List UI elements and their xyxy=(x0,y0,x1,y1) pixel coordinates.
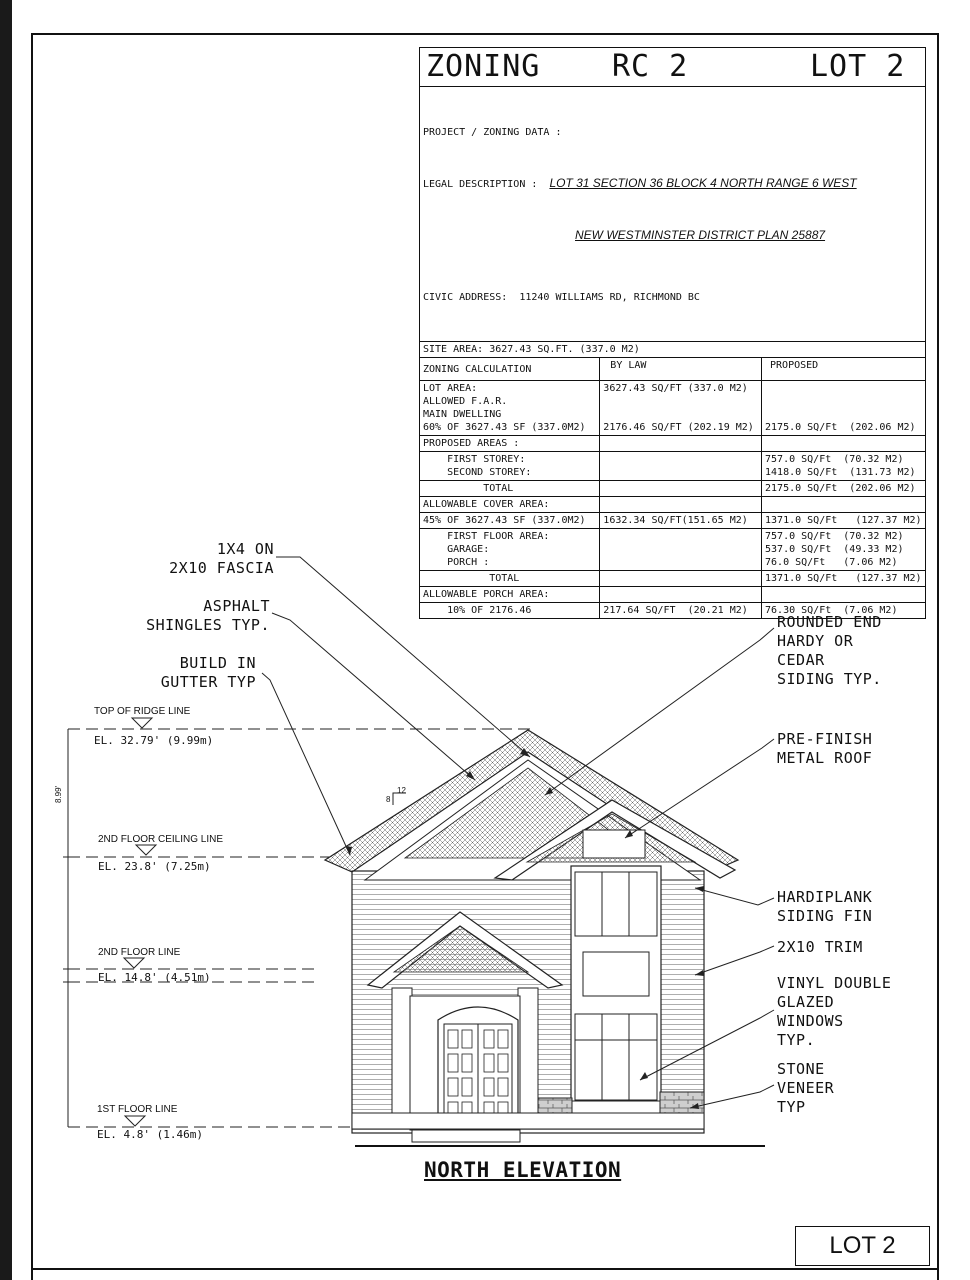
foundation-band xyxy=(352,1113,704,1129)
title-block-strip xyxy=(31,1268,939,1280)
shingles-label: ASPHALT SHINGLES TYP. xyxy=(146,597,270,634)
total-1-label: TOTAL xyxy=(420,481,600,497)
gutter-label: BUILD IN GUTTER TYP xyxy=(160,654,256,691)
total-2-proposed: 1371.0 SQ/Ft (127.37 M2) xyxy=(762,571,926,587)
lot-area-proposed: 2175.0 SQ/Ft (202.06 M2) xyxy=(762,381,926,436)
hardiplank-label: HARDIPLANK SIDING FIN xyxy=(777,888,873,925)
porch-10-label: 10% OF 2176.46 xyxy=(420,603,600,619)
floor1-elevation: EL. 4.8' (1.46m) xyxy=(97,1128,203,1141)
legal-label: LEGAL DESCRIPTION : xyxy=(423,179,538,190)
ceiling-elevation: EL. 23.8' (7.25m) xyxy=(98,860,211,873)
rounded-end-label: ROUNDED END HARDY OR CEDAR SIDING TYP. xyxy=(777,613,882,688)
col-header-proposed: PROPOSED xyxy=(762,358,926,381)
ceiling-title: 2ND FLOOR CEILING LINE xyxy=(98,834,224,845)
porch-10-proposed: 76.30 SQ/Ft (7.06 M2) xyxy=(762,603,926,619)
lot-area-bylaw: 3627.43 SQ/FT (337.0 M2) 2176.46 SQ/FT (202.19 M2) xyxy=(600,381,762,436)
porch-column-right xyxy=(518,988,538,1113)
elevation-title: NORTH ELEVATION xyxy=(424,1158,622,1182)
col-header-bylaw: BY LAW xyxy=(600,358,762,381)
entry-steps xyxy=(412,1130,520,1142)
cover-45-bylaw: 1632.34 SQ/FT(151.65 M2) xyxy=(600,513,762,529)
middle-panel xyxy=(583,952,649,996)
legal-line-1: LOT 31 SECTION 36 BLOCK 4 NORTH RANGE 6 WEST xyxy=(549,176,857,190)
pitch-run: 8 xyxy=(386,795,391,804)
legal-line-2: NEW WESTMINSTER DISTRICT PLAN 25887 xyxy=(575,228,826,242)
upper-window xyxy=(575,872,657,936)
col-header-calc: ZONING CALCULATION xyxy=(420,358,600,381)
stone-veneer-center xyxy=(538,1098,572,1114)
lot-box: LOT 2 xyxy=(795,1226,930,1266)
cover-area-label: ALLOWABLE COVER AREA: xyxy=(420,497,600,513)
site-area: SITE AREA: 3627.43 SQ.FT. (337.0 M2) xyxy=(420,342,926,358)
project-heading: PROJECT / ZONING DATA : xyxy=(423,127,562,138)
ridge-marker-icon xyxy=(132,718,152,728)
pitch-rise: 12 xyxy=(397,786,406,795)
proposed-areas-label: PROPOSED AREAS : xyxy=(420,436,600,452)
floor2-marker-icon xyxy=(124,958,144,968)
stone-veneer-right xyxy=(660,1092,704,1114)
height-dimension xyxy=(63,729,73,1127)
first-floor-area-proposed: 757.0 SQ/Ft (70.32 M2) 537.0 SQ/Ft (49.33 M2) 76.0 SQ/Ft (7.06 M2) xyxy=(762,529,926,571)
floor2-title: 2ND FLOOR LINE xyxy=(98,947,181,958)
gable-vent xyxy=(583,830,645,858)
first-floor-area-label: FIRST FLOOR AREA: GARAGE: PORCH : xyxy=(420,529,600,571)
ridge-title: TOP OF RIDGE LINE xyxy=(94,706,191,717)
civic-address: CIVIC ADDRESS: 11240 WILLIAMS RD, RICHMOND BC xyxy=(423,292,700,303)
cover-45-proposed: 1371.0 SQ/Ft (127.37 M2) xyxy=(762,513,926,529)
lot-heading: LOT 2 xyxy=(810,49,906,84)
porch-column-left xyxy=(392,988,412,1113)
lower-window xyxy=(575,1014,657,1100)
porch-area-label: ALLOWABLE PORCH AREA: xyxy=(420,587,600,603)
fascia-label: 1X4 ON 2X10 FASCIA xyxy=(169,540,274,577)
floor1-title: 1ST FLOOR LINE xyxy=(97,1104,178,1115)
lot-area-label: LOT AREA: ALLOWED F.A.R. MAIN DWELLING 60% OF 3627.43 SF (337.0M2) xyxy=(420,381,600,436)
floor1-marker-icon xyxy=(125,1116,145,1126)
storeys-label: FIRST STOREY: SECOND STOREY: xyxy=(420,452,600,481)
ceiling-marker-icon xyxy=(136,845,156,855)
floor2-elevation: EL. 14.8' (4.51m) xyxy=(98,971,211,984)
zone-code: RC 2 xyxy=(612,49,689,84)
windows-label: VINYL DOUBLE GLAZED WINDOWS TYP. xyxy=(777,974,892,1049)
stone-label: STONE VENEER TYP xyxy=(777,1060,835,1116)
total-2-label: TOTAL xyxy=(420,571,600,587)
metal-roof-label: PRE-FINISH METAL ROOF xyxy=(777,730,873,767)
total-1-proposed: 2175.0 SQ/Ft (202.06 M2) xyxy=(762,481,926,497)
level-markers xyxy=(124,718,156,1126)
trim-label: 2X10 TRIM xyxy=(777,938,863,956)
zoning-heading: ZONING xyxy=(426,49,541,84)
cover-45-label: 45% OF 3627.43 SF (337.0M2) xyxy=(420,513,600,529)
porch-10-bylaw: 217.64 SQ/FT (20.21 M2) xyxy=(600,603,762,619)
storeys-proposed: 757.0 SQ/Ft (70.32 M2) 1418.0 SQ/Ft (131.73 M2) xyxy=(762,452,926,481)
ridge-elevation: EL. 32.79' (9.99m) xyxy=(94,734,214,747)
dimension-text: 8.99' xyxy=(54,785,64,804)
